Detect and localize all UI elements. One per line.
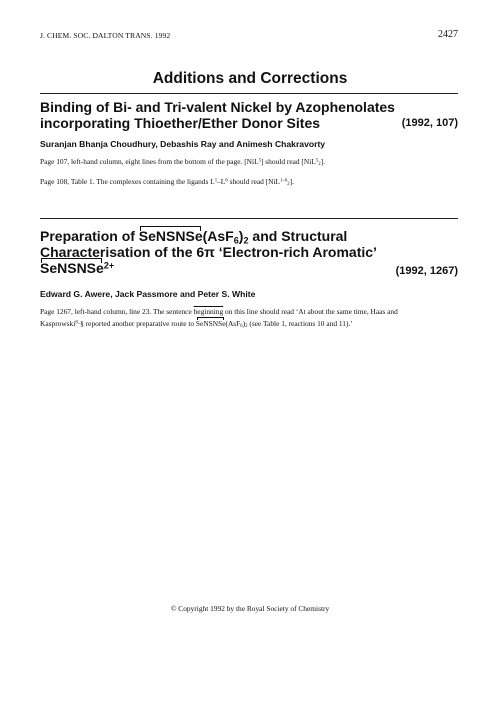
b2-close: ) bbox=[242, 318, 246, 328]
t1-mid: (AsF bbox=[202, 228, 234, 244]
c1-text: Page 107, left-hand column, eight lines from the bottom of the page. [NiL bbox=[40, 157, 259, 166]
c2-sup1: 1 bbox=[214, 178, 218, 184]
t1-ring-formula: SeNSNSe bbox=[138, 228, 203, 244]
divider-top bbox=[40, 93, 458, 94]
c2-text: Page 108, Table 1. The complexes containing the ligands L bbox=[40, 177, 215, 186]
article2-title-line1 bbox=[40, 228, 458, 244]
t1-close: ) bbox=[238, 228, 244, 244]
b2-sub2: 2 bbox=[245, 323, 248, 329]
article1-title bbox=[40, 99, 458, 131]
c1-mid: ] should read [NiL bbox=[261, 157, 316, 166]
b2-sub: 6 bbox=[240, 323, 243, 329]
b2-end: (see Table 1, reactions 10 and 11).’ bbox=[247, 318, 353, 328]
t1-post: and Structural bbox=[248, 228, 348, 244]
article2-correction-line2 bbox=[40, 318, 458, 330]
b2-pre: Kasprowski bbox=[40, 318, 76, 328]
t3-ring-formula: SeNSNSe bbox=[40, 260, 104, 276]
c2-sup3: 1–6 bbox=[280, 178, 288, 184]
c1-sub2: 2 bbox=[318, 162, 321, 168]
article1-correction-2 bbox=[40, 176, 458, 188]
t1-sub2: 2 bbox=[243, 235, 249, 246]
t3-sup: 2+ bbox=[103, 260, 115, 271]
c2-end: ]. bbox=[289, 177, 294, 186]
c1-end: ]. bbox=[320, 157, 325, 166]
article2-correction-line1 bbox=[40, 306, 458, 318]
article2-title-line2: Characterisation of the 6π ‘Electron-rich Aromatic’ bbox=[40, 244, 377, 260]
page-number: 2427 bbox=[438, 29, 458, 40]
article2-authors: Edward G. Awere, Jack Passmore and Peter S. White bbox=[40, 289, 256, 299]
t1-sub: 6 bbox=[233, 235, 239, 246]
article2-correction bbox=[40, 306, 458, 329]
c1-sup: 5 bbox=[258, 158, 261, 164]
b2-ring-formula: SeNSNSe bbox=[195, 318, 226, 328]
c2-sup2: 6 bbox=[225, 178, 228, 184]
c2-dash: –L bbox=[217, 177, 226, 186]
article1-ref: (1992, 107) bbox=[401, 117, 458, 129]
article1-title-line2: incorporating Thioether/Ether Donor Sites bbox=[40, 115, 321, 131]
b2-sup: 8 bbox=[75, 320, 78, 326]
b1-post: on this line should read ‘At about the same time, Haas and bbox=[223, 307, 398, 316]
article1-authors: Suranjan Bhanja Choudhury, Debashis Ray and Animesh Chakravorty bbox=[40, 139, 326, 149]
b2-mid: ·§ reported another preparative route to bbox=[77, 318, 196, 328]
journal-running-head: J. CHEM. SOC. DALTON TRANS. 1992 bbox=[40, 31, 171, 40]
b2-paren: (AsF bbox=[225, 318, 241, 328]
c2-mid: should read [NiL bbox=[227, 177, 281, 186]
t1-pre: Preparation of bbox=[40, 228, 139, 244]
b1-pre: Page 1267, left-hand column, line 23. The sentence bbox=[40, 307, 194, 316]
b1-overlined-word: beginning bbox=[193, 307, 224, 316]
article1-correction-1 bbox=[40, 156, 458, 168]
article1-title-line1: Binding of Bi- and Tri-valent Nickel by Azophenolates bbox=[40, 99, 395, 115]
section-title: Additions and Corrections bbox=[152, 70, 348, 87]
c2-sub3: 2 bbox=[287, 182, 290, 188]
copyright-notice: © Copyright 1992 by the Royal Society of Chemistry bbox=[170, 604, 330, 613]
divider-middle bbox=[40, 218, 458, 219]
article2-ref: (1992, 1267) bbox=[395, 265, 458, 277]
c1-sup2: 5 bbox=[315, 158, 319, 164]
